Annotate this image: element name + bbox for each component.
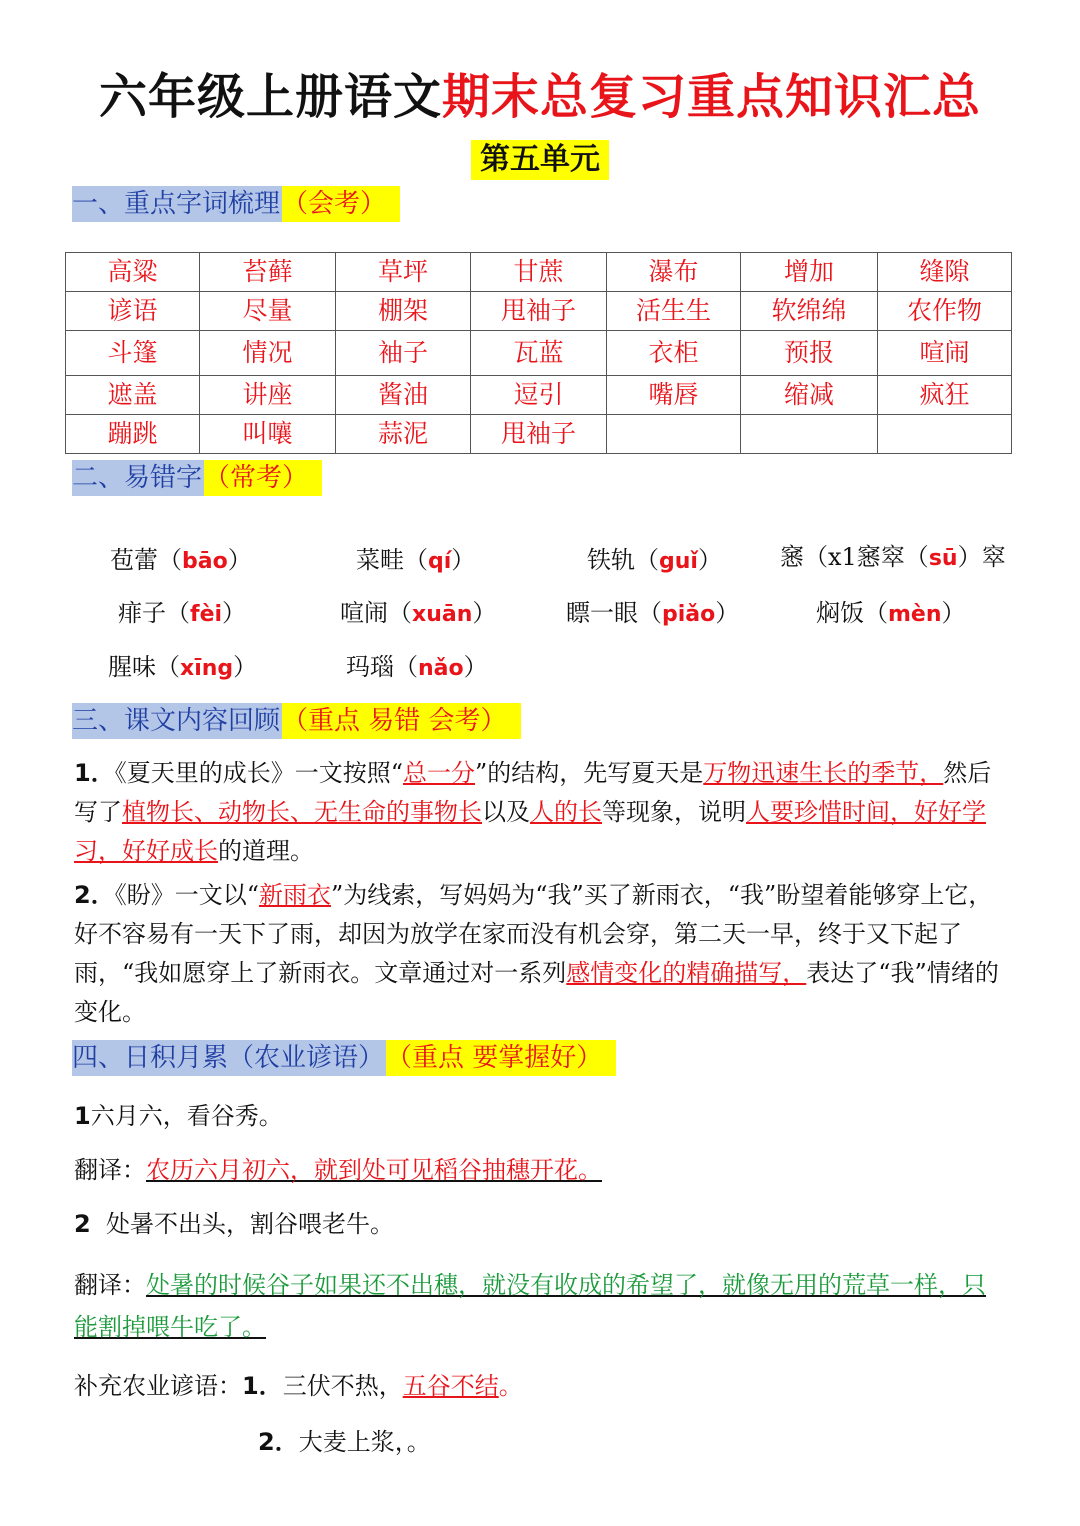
section-4-label: 四、日积月累（农业谚语）	[72, 1040, 386, 1076]
extra-saying-2	[258, 1422, 431, 1457]
word-cell: 软绵绵	[741, 292, 878, 331]
word-cell: 蒜泥	[336, 415, 471, 454]
section-3-label: 三、课文内容回顾	[72, 703, 282, 739]
table-row	[66, 376, 1012, 415]
pinyin-close: ）	[472, 599, 497, 627]
extra-saying-1	[74, 1366, 523, 1401]
saying-1-text: 六月六，看谷秀。	[90, 1102, 283, 1130]
translation-2	[74, 1264, 1004, 1348]
word-cell: 疯狂	[878, 376, 1012, 415]
word-cell	[607, 415, 741, 454]
pinyin-item	[108, 647, 257, 682]
p1-key-4: 人的长	[530, 798, 602, 826]
word-cell: 预报	[741, 331, 878, 376]
unit-heading: 第五单元	[471, 140, 609, 180]
word-cell: 甩袖子	[471, 415, 607, 454]
pinyin-item	[340, 593, 496, 628]
extra-1-answer: 五谷不结	[402, 1372, 499, 1400]
section-2-tag: （常考）	[204, 460, 322, 496]
pinyin-item	[780, 537, 1006, 572]
word-cell: 蹦跳	[66, 415, 200, 454]
p1-text-6: 的道理。	[218, 837, 314, 865]
p1-text-5: 等现象，说明	[602, 798, 746, 826]
word-cell	[878, 415, 1012, 454]
pinyin-word: 玛瑙（	[346, 653, 418, 681]
pinyin-item	[816, 593, 966, 628]
pinyin-reading: bāo	[182, 549, 228, 574]
pinyin-close: ）	[222, 599, 247, 627]
pinyin-close: ）	[463, 653, 488, 681]
section-3-heading	[72, 703, 521, 739]
word-cell: 讲座	[200, 376, 336, 415]
pinyin-item	[110, 540, 252, 575]
word-cell: 遮盖	[66, 376, 200, 415]
word-cell: 瀑布	[607, 253, 741, 292]
p1-text-4: 以及	[482, 798, 530, 826]
word-cell: 喧闹	[878, 331, 1012, 376]
p1-key-1: 总一分	[402, 759, 475, 787]
pinyin-item	[566, 593, 739, 628]
pinyin-close: ）	[715, 599, 740, 627]
pinyin-word: 苞蕾（	[110, 546, 182, 574]
word-cell: 情况	[200, 331, 336, 376]
p1-key-5: 人要珍惜时间，好好学习，好好成长	[74, 798, 986, 865]
word-cell: 活生生	[607, 292, 741, 331]
translation-1-label: 翻译：	[74, 1156, 146, 1184]
p1-key-3: 植物长、动物长、无生命的事物长	[122, 798, 482, 826]
word-cell: 缝隙	[878, 253, 1012, 292]
pinyin-item	[587, 540, 722, 575]
p1-text-2: ”的结构，先写夏天是	[474, 759, 704, 787]
p1-key-2: 万物迅速生长的季节，	[703, 759, 944, 787]
translation-1-text: 农历六月初六，就到处可见稻谷抽穗开花。	[146, 1156, 602, 1184]
table-row	[66, 253, 1012, 292]
pinyin-word: 窸（x1窸窣（	[780, 543, 929, 571]
pinyin-close: ）	[227, 546, 252, 574]
p1-num: 1．	[74, 759, 115, 787]
translation-2-label: 翻译：	[74, 1271, 146, 1299]
paragraph-2	[74, 876, 1004, 1032]
word-cell: 甘蔗	[471, 253, 607, 292]
pinyin-word: 喧闹（	[340, 599, 412, 627]
pinyin-reading: xīng	[180, 656, 234, 681]
pinyin-reading: fèi	[190, 602, 223, 627]
saying-2	[74, 1204, 394, 1239]
section-2-heading	[72, 460, 322, 496]
pinyin-close: ）	[233, 653, 258, 681]
p2-key-2: 感情变化的精确描写，	[566, 959, 807, 987]
p2-text-3: 表达了“我”情绪的变化。	[74, 959, 999, 1026]
word-cell	[741, 415, 878, 454]
table-row	[66, 415, 1012, 454]
section-2-label: 二、易错字	[72, 460, 204, 496]
extra-1-end: 。	[498, 1372, 523, 1400]
extra-2-num: 2．	[258, 1428, 299, 1456]
pinyin-close: ）	[451, 546, 476, 574]
p2-text-2: ”为线索，写妈妈为“我”买了新雨衣，“我”盼望着能够穿上它，好不容易有一天下了雨，却因为放学在家而没有机会穿，第二天一早，终于又下起了雨，“我如愿穿上了新雨衣。文章通过对一系列	[74, 881, 993, 987]
translation-1	[74, 1150, 602, 1185]
word-cell: 衣柜	[607, 331, 741, 376]
pinyin-word: 瞟一眼（	[566, 599, 662, 627]
word-cell: 斗篷	[66, 331, 200, 376]
pinyin-reading: guǐ	[659, 549, 698, 574]
pinyin-word: 焖饭（	[816, 599, 888, 627]
section-4-tag: （重点 要掌握好）	[386, 1040, 616, 1076]
extra-1-num: 1．	[242, 1372, 283, 1400]
word-table	[65, 252, 1012, 454]
word-cell: 尽量	[200, 292, 336, 331]
section-1-label: 一、重点字词梳理	[72, 186, 282, 222]
pinyin-item	[346, 647, 488, 682]
pinyin-close: ）窣	[957, 543, 1006, 571]
word-cell: 嘴唇	[607, 376, 741, 415]
p1-text-3: 然后写了	[74, 759, 992, 826]
section-1-tag: （会考）	[282, 186, 400, 222]
pinyin-reading: qí	[428, 549, 452, 574]
word-cell: 谚语	[66, 292, 200, 331]
pinyin-item	[118, 593, 246, 628]
pinyin-reading: nǎo	[418, 656, 464, 681]
translation-2-text: 处暑的时候谷子如果还不出穗，就没有收成的希望了，就像无用的荒草一样，只能割掉喂牛吃了。	[74, 1271, 986, 1341]
extra-2-text: 大麦上浆，。	[298, 1428, 431, 1456]
p2-key-1: 新雨衣	[258, 881, 331, 909]
pinyin-close: ）	[941, 599, 966, 627]
pinyin-reading: piǎo	[662, 602, 716, 627]
word-cell: 袖子	[336, 331, 471, 376]
extra-1-text: 三伏不热，	[282, 1372, 403, 1400]
p2-num: 2．	[74, 881, 115, 909]
pinyin-word: 腥味（	[108, 653, 180, 681]
pinyin-word: 菜畦（	[356, 546, 428, 574]
saying-2-num: 2	[74, 1210, 91, 1238]
table-row	[66, 292, 1012, 331]
pinyin-reading: sū	[928, 546, 958, 571]
pinyin-reading: mèn	[888, 602, 942, 627]
word-cell: 逗引	[471, 376, 607, 415]
word-cell: 草坪	[336, 253, 471, 292]
section-3-tag: （重点 易错 会考）	[282, 703, 521, 739]
pinyin-reading: xuān	[412, 602, 473, 627]
word-cell: 增加	[741, 253, 878, 292]
section-4-heading	[72, 1040, 616, 1076]
word-cell: 农作物	[878, 292, 1012, 331]
word-cell: 高粱	[66, 253, 200, 292]
pinyin-word: 痱子（	[118, 599, 190, 627]
section-1-heading	[72, 186, 400, 222]
word-cell: 酱油	[336, 376, 471, 415]
word-cell: 叫嚷	[200, 415, 336, 454]
word-cell: 瓦蓝	[471, 331, 607, 376]
saying-1	[74, 1096, 283, 1131]
paragraph-1	[74, 754, 1004, 871]
title-black: 六年级上册语文	[98, 69, 442, 125]
saying-2-text: 处暑不出头，割谷喂老牛。	[105, 1210, 394, 1238]
word-cell: 苔藓	[200, 253, 336, 292]
extra-label: 补充农业谚语：	[74, 1372, 242, 1400]
table-row	[66, 331, 1012, 376]
word-cell: 甩袖子	[471, 292, 607, 331]
pinyin-close: ）	[697, 546, 722, 574]
p1-text-1: 《夏天里的成长》一文按照“	[114, 759, 403, 787]
page-title	[0, 58, 1080, 127]
word-cell: 棚架	[336, 292, 471, 331]
saying-1-num: 1	[74, 1102, 91, 1130]
pinyin-word: 铁轨（	[587, 546, 659, 574]
title-red: 期末总复习重点知识汇总	[442, 69, 982, 125]
p2-text-1: 《盼》一文以“	[114, 881, 259, 909]
word-cell: 缩减	[741, 376, 878, 415]
pinyin-item	[356, 540, 475, 575]
